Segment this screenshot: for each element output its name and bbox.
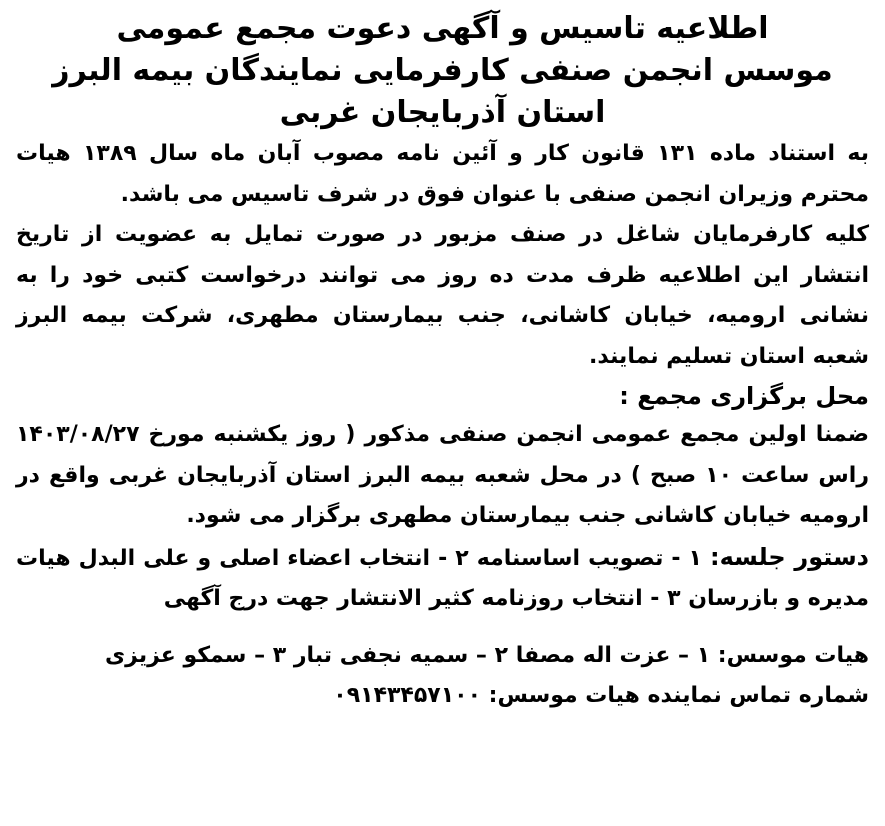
contact-line: شماره تماس نماینده هیات موسس: ۰۹۱۴۳۴۵۷۱۰۰ — [333, 683, 869, 708]
venue-heading: محل برگزاری مجمع : — [619, 382, 869, 410]
title-line-1: اطلاعیه تاسیس و آگهی دعوت مجمع عمومی — [116, 11, 769, 46]
spacer — [16, 620, 869, 636]
membership-paragraph: کلیه کارفرمایان شاغل در صنف مزبور در صورت تمایل به عضویت از تاریخ انتشار این اطلاعیه ظرف مدت ده روز می توانند درخواست کتبی خود را به نشانی ارومیه، خیابان کاشانی، جنب بیمارستان مطهری، شرکت بیمه البرز شعبه استان تسلیم نمایند. — [16, 222, 869, 369]
founders-line: هیات موسس: ۱ – عزت اله مصفا ۲ – سمیه نجفی تبار ۳ – سمکو عزیزی — [104, 642, 869, 668]
assembly-paragraph: ضمنا اولین مجمع عمومی انجمن صنفی مذکور ( روز یکشنبه مورخ ۱۴۰۳/۰۸/۲۷ راس ساعت ۱۰ صبح ) در محل شعبه بیمه البرز استان آذربایجان غربی واقع در ارومیه خیابان کاشانی جنب بیمارستان مطهری برگزار می شود. — [16, 422, 869, 528]
agenda-text: ۱ - تصویب اساسنامه ۲ - انتخاب اعضاء اصلی و علی البدل هیات مدیره و بازرسان ۳ - انتخاب روزنامه کثیر الانتشار جهت درج آگهی — [16, 545, 869, 611]
agenda-paragraph — [16, 537, 869, 620]
title-line-2: موسس انجمن صنفی کارفرمایی نمایندگان بیمه البرز — [52, 53, 833, 88]
establishment-paragraph: به استناد ماده ۱۳۱ قانون کار و آئین نامه مصوب آبان ماه سال ۱۳۸۹ هیات محترم وزیران انجمن صنفی با عنوان فوق در شرف تاسیس می باشد. — [16, 141, 869, 207]
agenda-label: دستور جلسه: — [710, 542, 869, 571]
title-line-3: استان آذربایجان غربی — [279, 95, 606, 130]
